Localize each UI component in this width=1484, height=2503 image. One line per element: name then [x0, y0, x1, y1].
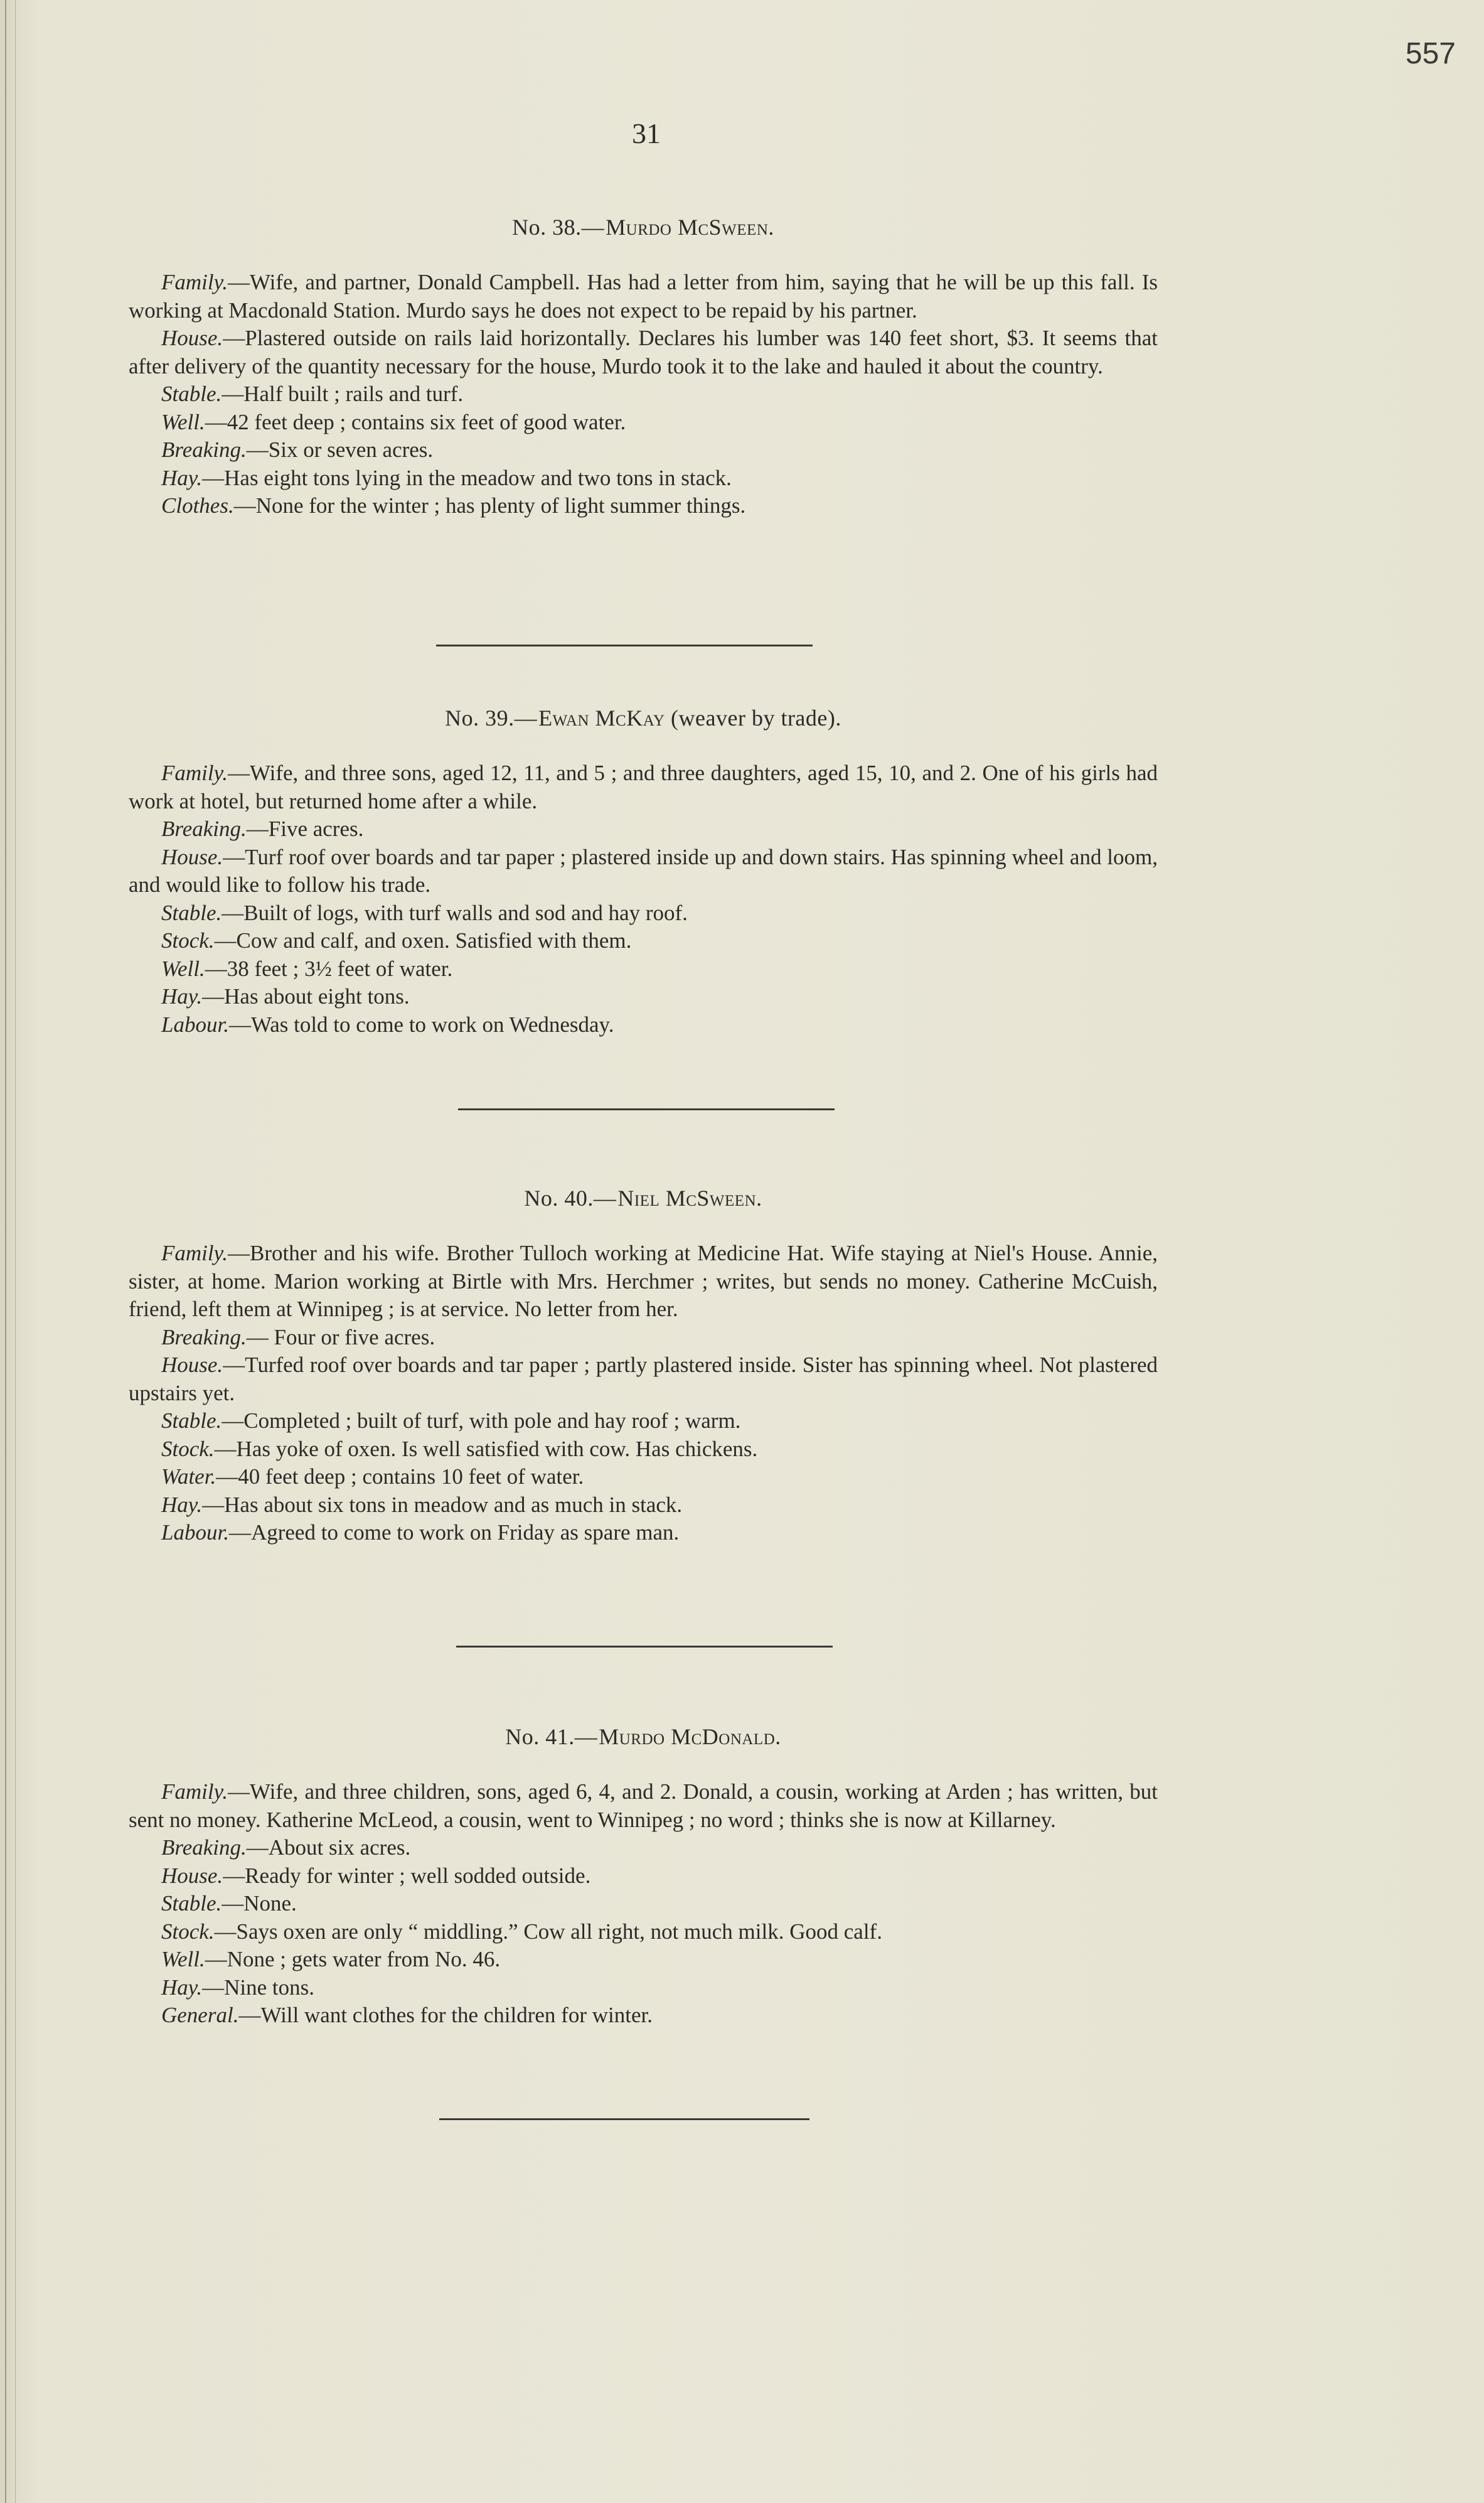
paragraph-family — [129, 759, 1158, 815]
paragraph-label: Family. — [161, 1779, 228, 1804]
paragraph-label: Family. — [161, 1241, 228, 1265]
paragraph-house — [129, 1351, 1158, 1407]
paragraph-label: Breaking. — [161, 817, 247, 841]
paragraph-text: —None. — [222, 1891, 297, 1916]
paragraph-label: Breaking. — [161, 1324, 247, 1349]
paragraph-text: —42 feet deep ; contains six feet of good water. — [205, 409, 626, 434]
paragraph-text: —Has about six tons in meadow and as much in stack. — [202, 1492, 683, 1517]
paragraph-label: House. — [161, 1863, 223, 1888]
paragraph-label: Stable. — [161, 382, 222, 406]
paragraph-stable — [129, 1407, 1158, 1435]
paragraph-breaking — [129, 436, 1158, 464]
paragraph-stock — [129, 1918, 1158, 1946]
entry-41 — [129, 1723, 1158, 2030]
paragraph-text: —Agreed to come to work on Friday as spare man. — [228, 1520, 680, 1545]
paragraph-label: Breaking. — [161, 1835, 247, 1860]
entry-heading — [129, 1723, 1158, 1750]
paragraph-stable — [129, 899, 1158, 928]
paragraph-stock — [129, 1435, 1158, 1464]
paragraph-text: —Turf roof over boards and tar paper ; plastered inside up and down stairs. Has spinning wheel and loom, and would like to follow his trade. — [129, 844, 1158, 897]
paragraph-well — [129, 409, 1158, 437]
paragraph-label: Well. — [161, 956, 205, 981]
paragraph-well — [129, 955, 1158, 984]
paragraph-text: —Six or seven acres. — [246, 437, 434, 462]
entry-number: No. 39.— — [445, 705, 538, 731]
paragraph-hay — [129, 983, 1158, 1011]
paragraph-text: —Nine tons. — [202, 1975, 315, 2000]
section-divider — [436, 645, 813, 646]
paragraph-text: —Wife, and partner, Donald Campbell. Has had a letter from him, saying that he will be up this fall. Is working at Macdonald Station. Murdo says he does not expect to be repaid by his partner. — [129, 270, 1158, 323]
entry-number: No. 41.— — [505, 1724, 598, 1749]
paragraph-text: —38 feet ; 3½ feet of water. — [205, 956, 453, 981]
paragraph-family — [129, 1240, 1158, 1324]
paragraph-breaking — [129, 815, 1158, 844]
paragraph-text: —Says oxen are only “ middling.” Cow all right, not much milk. Good calf. — [214, 1919, 882, 1944]
paragraph-text: —Wife, and three sons, aged 12, 11, and 5 ; and three daughters, aged 15, 10, and 2. One of his girls had work at hotel, but returned home after a while. — [129, 761, 1158, 813]
paragraph-general — [129, 2002, 1158, 2030]
paragraph-labour — [129, 1011, 1158, 1039]
paragraph-stock — [129, 927, 1158, 955]
paragraph-text: —Has about eight tons. — [202, 984, 410, 1009]
paragraph-house — [129, 324, 1158, 380]
paragraph-label: Clothes. — [161, 493, 234, 518]
paragraph-label: Stable. — [161, 1408, 222, 1433]
entry-extra: (weaver by trade). — [665, 705, 841, 731]
section-divider — [458, 1108, 835, 1110]
entry-name: Murdo McDonald. — [599, 1724, 781, 1749]
paragraph-label: Hay. — [161, 465, 203, 490]
paragraph-label: Stock. — [161, 1436, 215, 1461]
paragraph-text: —Half built ; rails and turf. — [222, 382, 464, 406]
paragraph-breaking — [129, 1834, 1158, 1862]
paragraph-label: Stock. — [161, 928, 215, 953]
paragraph-label: Stable. — [161, 1891, 222, 1916]
entry-name: Niel McSween. — [617, 1186, 762, 1211]
paragraph-text: —None ; gets water from No. 46. — [205, 1947, 501, 1971]
paragraph-labour — [129, 1519, 1158, 1547]
paragraph-label: Stable. — [161, 900, 222, 925]
paragraph-text: —Built of logs, with turf walls and sod and hay roof. — [222, 900, 688, 925]
paragraph-text: —About six acres. — [246, 1835, 411, 1860]
paragraph-breaking — [129, 1324, 1158, 1352]
paragraph-text: —Was told to come to work on Wednesday. — [228, 1012, 614, 1037]
paragraph-label: Stock. — [161, 1919, 215, 1944]
paragraph-label: House. — [161, 326, 223, 350]
paragraph-label: Labour. — [161, 1520, 229, 1545]
paragraph-hay — [129, 464, 1158, 493]
binding-edge-inner — [15, 0, 16, 2503]
section-divider — [439, 2118, 809, 2120]
archive-page-number: 557 — [1405, 37, 1456, 70]
page-number: 31 — [632, 117, 661, 149]
paragraph-label: Water. — [161, 1464, 216, 1489]
paragraph-text: —Plastered outside on rails laid horizontally. Declares his lumber was 140 feet short, $3. It seems that after delivery of the quantity necessary for the house, Murdo took it to the lake and hauled it about the country. — [129, 326, 1158, 378]
entry-name: Murdo McSween. — [606, 215, 774, 240]
paragraph-label: Family. — [161, 270, 228, 294]
entry-38 — [129, 213, 1158, 520]
paragraph-label: Hay. — [161, 1975, 203, 2000]
paragraph-label: Well. — [161, 409, 205, 434]
paragraph-text: —Wife, and three children, sons, aged 6, 4, and 2. Donald, a cousin, working at Arden ; has written, but sent no money. Katherine McLeod, a cousin, went to Winnipeg ; no word ; thinks she is now at Killarney. — [129, 1779, 1158, 1832]
entry-40 — [129, 1184, 1158, 1547]
paragraph-text: —None for the winter ; has plenty of light summer things. — [233, 493, 746, 518]
paragraph-text: —Has eight tons lying in the meadow and two tons in stack. — [202, 465, 732, 490]
paragraph-text: —Brother and his wife. Brother Tulloch working at Medicine Hat. Wife staying at Niel's House. Annie, sister, at home. Marion working at Birtle with Mrs. Herchmer ; writes, but sends no money. Catherine McCuish, friend, left them at Winnipeg ; is at service. No letter from her. — [129, 1241, 1158, 1321]
paragraph-house — [129, 844, 1158, 899]
paragraph-hay — [129, 1491, 1158, 1519]
paragraph-label: Hay. — [161, 984, 203, 1009]
entry-name: Ewan McKay — [538, 705, 665, 731]
binding-edge — [5, 0, 6, 2503]
paragraph-text: —Five acres. — [246, 817, 364, 841]
paragraph-label: Breaking. — [161, 437, 247, 462]
paragraph-text: —Cow and calf, and oxen. Satisfied with them. — [214, 928, 632, 953]
paragraph-text: —Completed ; built of turf, with pole and hay roof ; warm. — [222, 1408, 741, 1433]
paragraph-label: Family. — [161, 761, 228, 785]
entry-number: No. 40.— — [524, 1186, 617, 1211]
paragraph-text: —Turfed roof over boards and tar paper ; partly plastered inside. Sister has spinning wheel. Not plastered upstairs yet. — [129, 1353, 1158, 1405]
entry-number: No. 38.— — [512, 215, 605, 240]
paragraph-well — [129, 1946, 1158, 1974]
paragraph-stable — [129, 380, 1158, 409]
paragraph-text: — Four or five acres. — [246, 1324, 435, 1349]
paragraph-hay — [129, 1974, 1158, 2002]
paragraph-label: General. — [161, 2003, 239, 2027]
paragraph-label: House. — [161, 1353, 223, 1377]
paragraph-family — [129, 269, 1158, 324]
paragraph-house — [129, 1862, 1158, 1890]
paragraph-label: Well. — [161, 1947, 205, 1971]
paragraph-text: —Has yoke of oxen. Is well satisfied with cow. Has chickens. — [214, 1436, 758, 1461]
paragraph-family — [129, 1778, 1158, 1834]
paragraph-water — [129, 1463, 1158, 1491]
paragraph-label: Hay. — [161, 1492, 203, 1517]
paragraph-label: House. — [161, 844, 223, 869]
paragraph-clothes — [129, 492, 1158, 520]
paragraph-text: —Ready for winter ; well sodded outside. — [223, 1863, 591, 1888]
paragraph-stable — [129, 1890, 1158, 1918]
paragraph-text: —40 feet deep ; contains 10 feet of water. — [216, 1464, 584, 1489]
entry-39 — [129, 704, 1158, 1039]
entry-heading — [129, 704, 1158, 732]
entry-heading — [129, 1184, 1158, 1212]
paragraph-text: —Will want clothes for the children for winter. — [238, 2003, 653, 2027]
entry-heading — [129, 213, 1158, 241]
paragraph-label: Labour. — [161, 1012, 229, 1037]
section-divider — [456, 1646, 833, 1648]
